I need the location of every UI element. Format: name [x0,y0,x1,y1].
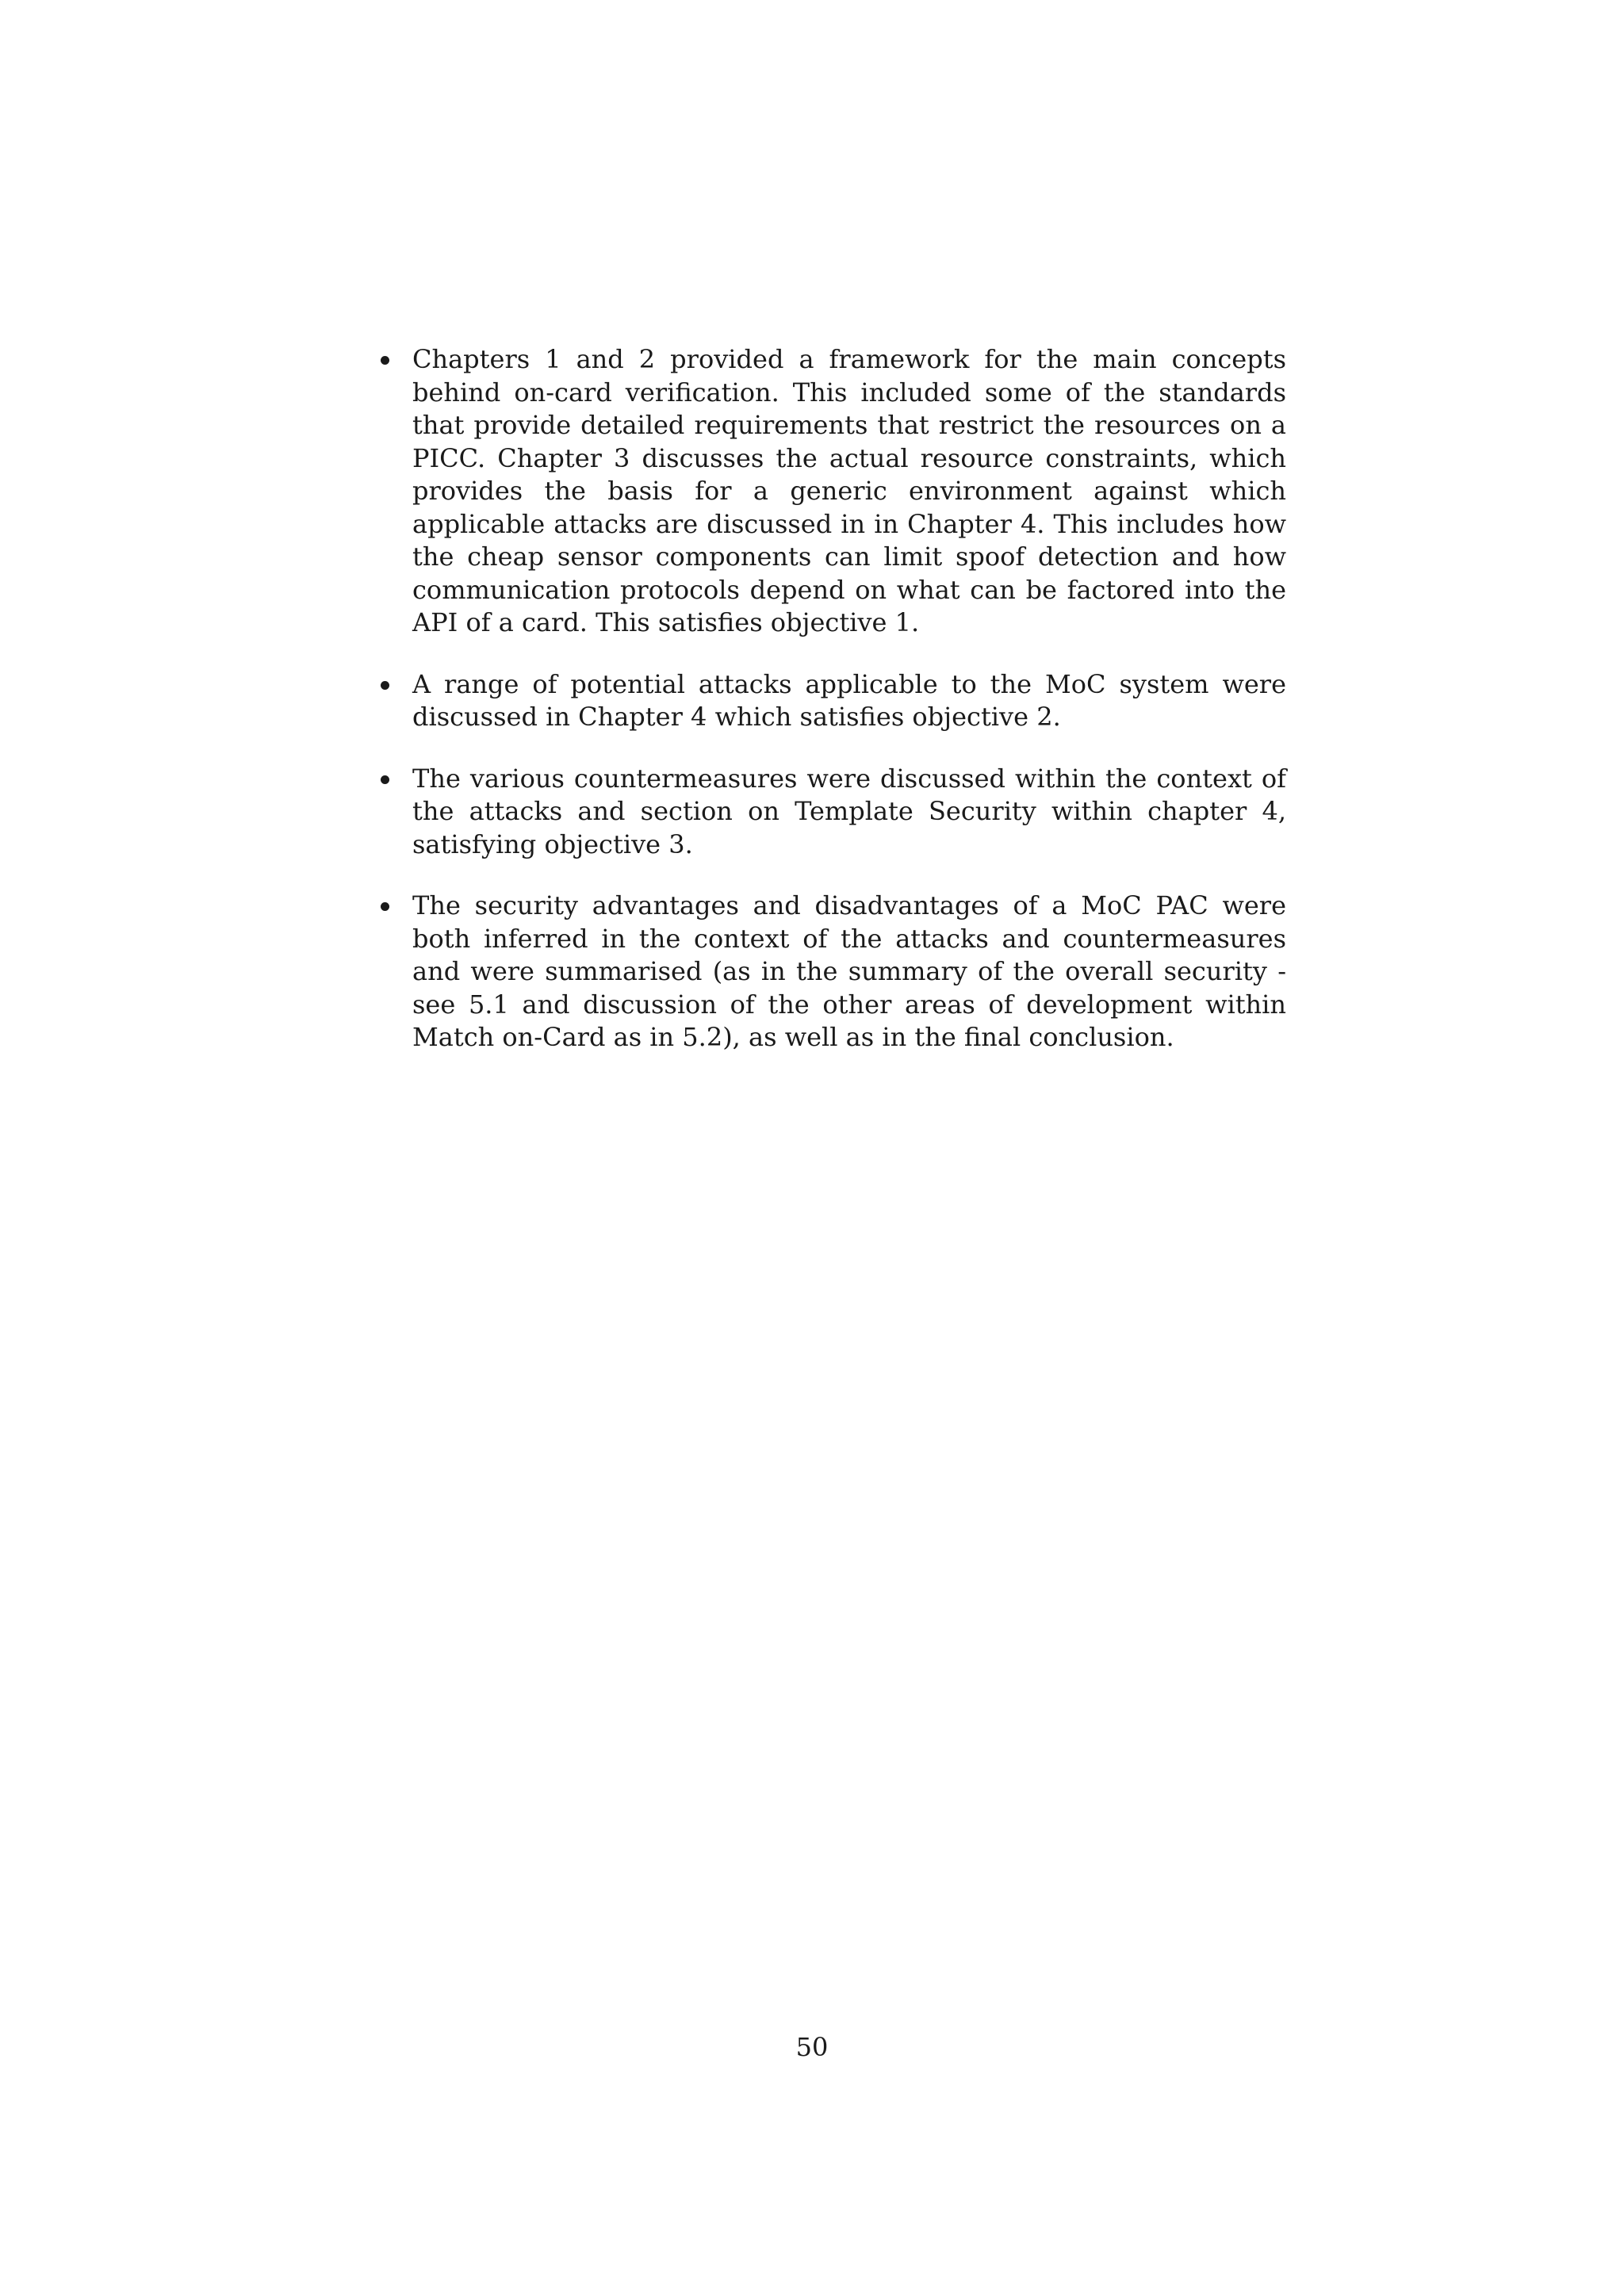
bullet-item-objective-2 [373,668,1286,734]
bullet-item-objective-3 [373,763,1286,862]
bullet-icon [381,356,389,365]
bullet-list [373,343,1286,1083]
bullet-icon [381,902,389,911]
bullet-icon [381,775,389,784]
page-number: 50 [795,2032,829,2062]
bullet-icon [381,681,389,690]
bullet-text: The security advantages and disadvantages of a MoC PAC were both inferred in the context of the attacks and countermeasures and were summarised (as in the summary of the overall security - see 5.1 and discussion of the other areas of development within Match on-Card as in 5.2), as well as in the final conclusion. [412,890,1286,1052]
bullet-text: A range of potential attacks applicable to the MoC system were discussed in Chapter 4 which satisfies objective 2. [412,668,1286,732]
bullet-item-objective-4 [373,890,1286,1054]
bullet-item-objective-1 [373,343,1286,640]
bullet-text: The various countermeasures were discussed within the context of the attacks and section on Template Security within chapter 4, satisfying objective 3. [412,763,1286,859]
bullet-text: Chapters 1 and 2 provided a framework for the main concepts behind on-card verification. This included some of the standards that provide detailed requirements that restrict the resources on a PICC. Chapter 3 discusses the actual resource constraints, which provides the basis for a generic environment against which applicable attacks are discussed in in Chapter 4. This includes how the cheap sensor components can limit spoof detection and how communication protocols depend on what can be factored into the API of a card. This satisfies objective 1. [412,344,1286,637]
